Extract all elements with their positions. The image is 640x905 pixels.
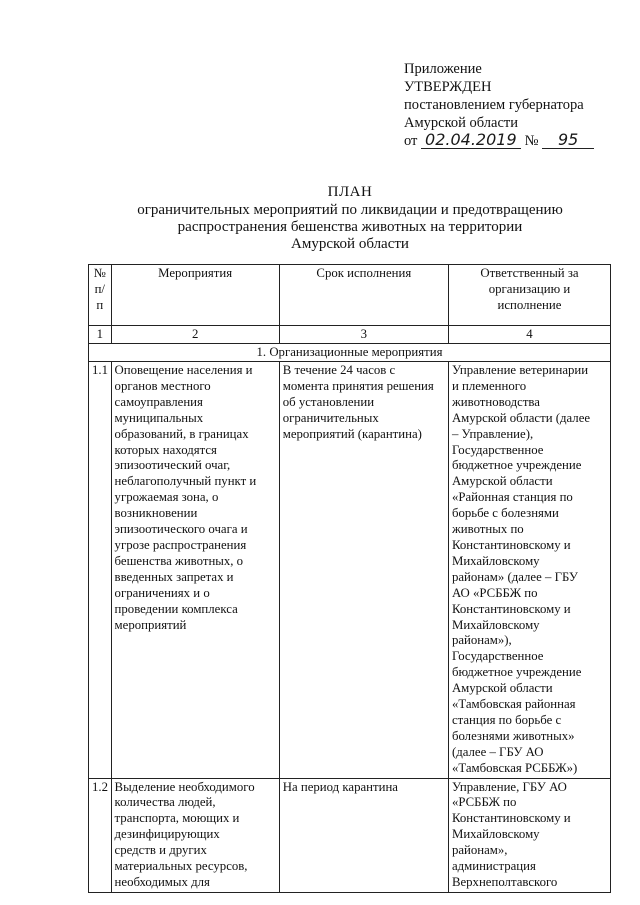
approval-approved: УТВЕРЖДЕН	[404, 79, 492, 95]
row-activity	[111, 362, 279, 779]
cell-line: и племенного	[451, 378, 527, 393]
approval-appendix: Приложение	[404, 61, 482, 77]
approval-region: Амурской области	[404, 115, 518, 131]
title-line-2: распространения бешенства животных на территории	[177, 219, 523, 235]
table-header-row	[89, 265, 611, 326]
table-row	[89, 778, 611, 892]
cell-line: «Тамбовская РСББЖ»)	[451, 760, 578, 775]
cell-line: администрация	[451, 859, 536, 874]
cell-line: Государственное	[451, 442, 544, 457]
header-deadline: Срок исполнения	[279, 265, 448, 326]
cell-line: мероприятий (карантина)	[282, 426, 422, 441]
row-activity	[111, 778, 279, 892]
cell-line: транспорта, моющих и	[114, 811, 240, 826]
cell-line: мероприятий	[114, 617, 187, 632]
cell-line: станция по борьбе с	[451, 712, 562, 727]
cell-line: бешенства животных, о	[114, 553, 244, 568]
row-deadline	[279, 778, 448, 892]
cell-line: Константиновскому и	[451, 601, 571, 616]
cell-line: дезинфицирующих	[114, 827, 220, 842]
number-label: №	[524, 133, 539, 149]
row-number: 1.1	[89, 362, 112, 779]
approval-resolution: постановлением губернатора	[404, 97, 584, 113]
cell-line: самоуправления	[114, 394, 203, 409]
cell-line: Константиновскому и	[451, 811, 571, 826]
title-line-3: Амурской области	[291, 236, 409, 252]
cell-line: эпизоотического очага и	[114, 522, 248, 537]
approval-date-line	[404, 132, 634, 150]
cell-line: районам»,	[451, 843, 508, 858]
cell-line: эпизоотический очаг,	[114, 458, 231, 473]
cell-line: (далее – ГБУ АО	[451, 744, 544, 759]
cell-line: Управление, ГБУ АО	[451, 779, 567, 794]
cell-line: ограничениях и о	[114, 585, 210, 600]
header-number-abbr: п/п	[94, 281, 105, 312]
column-number-row	[89, 326, 611, 344]
cell-line: – Управление),	[451, 426, 534, 441]
cell-line: бюджетное учреждение	[451, 458, 582, 473]
column-number: 2	[111, 326, 279, 344]
cell-line: ограничительных	[282, 410, 379, 425]
cell-line: муниципальных	[114, 410, 204, 425]
document-title	[90, 184, 610, 253]
cell-line: Оповещение населения и	[114, 363, 253, 377]
cell-line: неблагополучный пункт и	[114, 474, 257, 489]
column-number: 4	[448, 326, 610, 344]
cell-line: возникновении	[114, 506, 198, 521]
cell-line: угрожаемая зона, о	[114, 490, 219, 505]
cell-line: Михайловскому	[451, 617, 540, 632]
cell-line: В течение 24 часов с	[282, 363, 396, 377]
cell-line: районам»),	[451, 633, 512, 648]
cell-line: АО «РСББЖ по	[451, 585, 538, 600]
cell-line: Управление ветеринарии	[451, 363, 589, 377]
cell-line: Михайловскому	[451, 553, 540, 568]
cell-line: болезнями животных»	[451, 728, 575, 743]
cell-line: необходимых для	[114, 875, 210, 889]
row-responsible	[448, 362, 610, 779]
table-row	[89, 362, 611, 779]
from-label: от	[404, 133, 418, 149]
column-number: 1	[89, 326, 112, 344]
cell-line: Амурской области (далее	[451, 410, 591, 425]
cell-line: Амурской области	[451, 681, 553, 696]
approval-block	[404, 60, 634, 150]
cell-line: Государственное	[451, 649, 544, 664]
column-number: 3	[279, 326, 448, 344]
cell-line: Михайловскому	[451, 827, 540, 842]
header-responsible	[448, 265, 610, 326]
cell-line: Верхнеполтавского	[451, 875, 558, 889]
cell-line: количества людей,	[114, 795, 216, 810]
cell-line: Выделение необходимого	[114, 779, 255, 794]
cell-line: Константиновскому и	[451, 537, 571, 552]
header-activity: Мероприятия	[111, 265, 279, 326]
cell-line: «Тамбовская районная	[451, 697, 576, 712]
plan-heading: ПЛАН	[327, 184, 373, 200]
row-number: 1.2	[89, 778, 112, 892]
row-responsible	[448, 778, 610, 892]
approval-date: 02.04.2019	[421, 132, 521, 149]
cell-line: «РСББЖ по	[451, 795, 517, 810]
cell-line: районам» (далее – ГБУ	[451, 569, 578, 584]
header-number-symbol: №	[93, 266, 106, 280]
cell-line: об установлении	[282, 394, 375, 409]
cell-line: материальных ресурсов,	[114, 859, 248, 874]
cell-line: образований, в границах	[114, 426, 249, 441]
cell-line: введенных запретах и	[114, 569, 234, 584]
cell-line: «Районная станция по	[451, 490, 573, 505]
header-responsible-line: исполнение	[497, 297, 562, 312]
cell-line: бюджетное учреждение	[451, 665, 582, 680]
approval-number: 95	[542, 132, 594, 149]
cell-line: момента принятия решения	[282, 378, 434, 393]
cell-line: борьбе с болезнями	[451, 506, 559, 521]
header-responsible-line: организацию и	[488, 281, 571, 296]
cell-line: животноводства	[451, 394, 540, 409]
cell-line: Амурской области	[451, 474, 553, 489]
plan-table	[88, 264, 611, 893]
cell-line: проведении комплекса	[114, 601, 238, 616]
cell-line: которых находятся	[114, 442, 217, 457]
cell-line: органов местного	[114, 378, 211, 393]
header-number	[89, 265, 112, 326]
header-responsible-line: Ответственный за	[480, 266, 579, 280]
cell-line: угрозе распространения	[114, 537, 247, 552]
section-title: 1. Организационные мероприятия	[89, 344, 611, 362]
cell-line: средств и других	[114, 843, 207, 858]
cell-line: животных по	[451, 522, 524, 537]
cell-line: На период карантина	[282, 779, 398, 794]
title-line-1: ограничительных мероприятий по ликвидации и предотвращению	[137, 202, 563, 218]
section-row	[89, 344, 611, 362]
row-deadline	[279, 362, 448, 779]
